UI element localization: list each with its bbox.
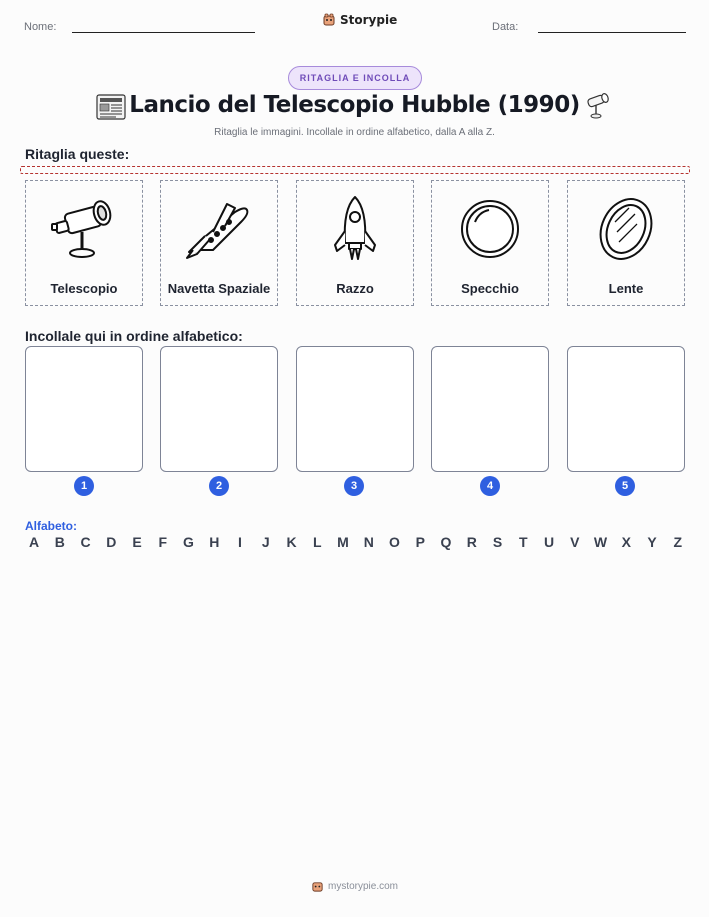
footer	[0, 880, 709, 893]
slot-number-4: 4	[480, 476, 500, 496]
paste-slot-2[interactable]	[160, 346, 278, 472]
card-label: Telescopio	[50, 281, 118, 296]
alphabet-letter: W	[593, 534, 608, 550]
slot-number-1: 1	[74, 476, 94, 496]
card-label: Navetta Spaziale	[167, 281, 271, 296]
alphabet-row	[26, 534, 686, 550]
card-label: Razzo	[336, 281, 374, 296]
alphabet-letter: L	[312, 534, 322, 550]
alphabet-letter: B	[54, 534, 65, 550]
cut-heading: Ritaglia queste:	[25, 146, 130, 162]
card-label: Lente	[608, 281, 644, 296]
alphabet-letter: H	[209, 534, 220, 550]
cut-card-razzo[interactable]	[296, 180, 414, 306]
worksheet-header	[0, 0, 709, 40]
lens-icon	[593, 194, 659, 264]
date-line[interactable]	[538, 32, 686, 33]
telescope-small-icon	[584, 92, 612, 120]
alphabet-letter: Q	[440, 534, 452, 550]
page-title: Lancio del Telescopio Hubble (1990)	[129, 92, 580, 118]
alphabet-letter: T	[518, 534, 528, 550]
alphabet-letter: R	[466, 534, 477, 550]
cut-card-specchio[interactable]	[431, 180, 549, 306]
alphabet-letter: Z	[673, 534, 683, 550]
brand-name: Storypie	[340, 13, 398, 27]
cut-card-telescopio[interactable]	[25, 180, 143, 306]
telescope-icon	[48, 196, 120, 262]
date-label: Data:	[492, 21, 519, 33]
brand-logo	[322, 13, 397, 27]
alphabet-letter: S	[492, 534, 503, 550]
activity-badge: RITAGLIA E INCOLLA	[288, 66, 422, 90]
paste-slot-3[interactable]	[296, 346, 414, 472]
alphabet-letter: Y	[647, 534, 657, 550]
slot-number-5: 5	[615, 476, 635, 496]
footer-url[interactable]: mystorypie.com	[327, 881, 398, 892]
paste-slot-1[interactable]	[25, 346, 143, 472]
cut-line	[20, 166, 690, 174]
rocket-icon	[325, 193, 385, 265]
name-label: Nome:	[24, 21, 57, 33]
alphabet-letter: U	[543, 534, 555, 550]
slot-number-2: 2	[209, 476, 229, 496]
paste-slot-5[interactable]	[567, 346, 685, 472]
alphabet-letter: E	[132, 534, 142, 550]
alphabet-letter: N	[363, 534, 374, 550]
alphabet-letter: C	[80, 534, 91, 550]
alphabet-letter: X	[621, 534, 631, 550]
space-shuttle-icon	[183, 196, 255, 262]
cut-card-navetta-spaziale[interactable]	[160, 180, 278, 306]
paste-heading: Incollale qui in ordine alfabetico:	[25, 328, 243, 344]
mirror-icon	[457, 196, 523, 262]
card-label: Specchio	[461, 281, 519, 296]
alphabet-letter: K	[286, 534, 297, 550]
storypie-mascot-icon	[322, 13, 336, 27]
alphabet-letter: J	[261, 534, 270, 550]
instructions: Ritaglia le immagini. Incollale in ordine alfabetico, dalla A alla Z.	[214, 127, 495, 138]
alphabet-letter: V	[570, 534, 580, 550]
paste-slot-4[interactable]	[431, 346, 549, 472]
alphabet-letter: M	[337, 534, 349, 550]
cut-card-lente[interactable]	[567, 180, 685, 306]
alphabet-letter: G	[183, 534, 194, 550]
alphabet-letter: I	[238, 534, 242, 550]
storypie-mascot-icon	[311, 880, 324, 893]
alphabet-letter: A	[28, 534, 40, 550]
alphabet-letter: P	[415, 534, 425, 550]
alphabet-heading: Alfabeto:	[25, 519, 77, 533]
name-line[interactable]	[72, 32, 255, 33]
slot-number-3: 3	[344, 476, 364, 496]
alphabet-letter: F	[158, 534, 168, 550]
alphabet-letter: D	[106, 534, 117, 550]
alphabet-letter: O	[389, 534, 400, 550]
